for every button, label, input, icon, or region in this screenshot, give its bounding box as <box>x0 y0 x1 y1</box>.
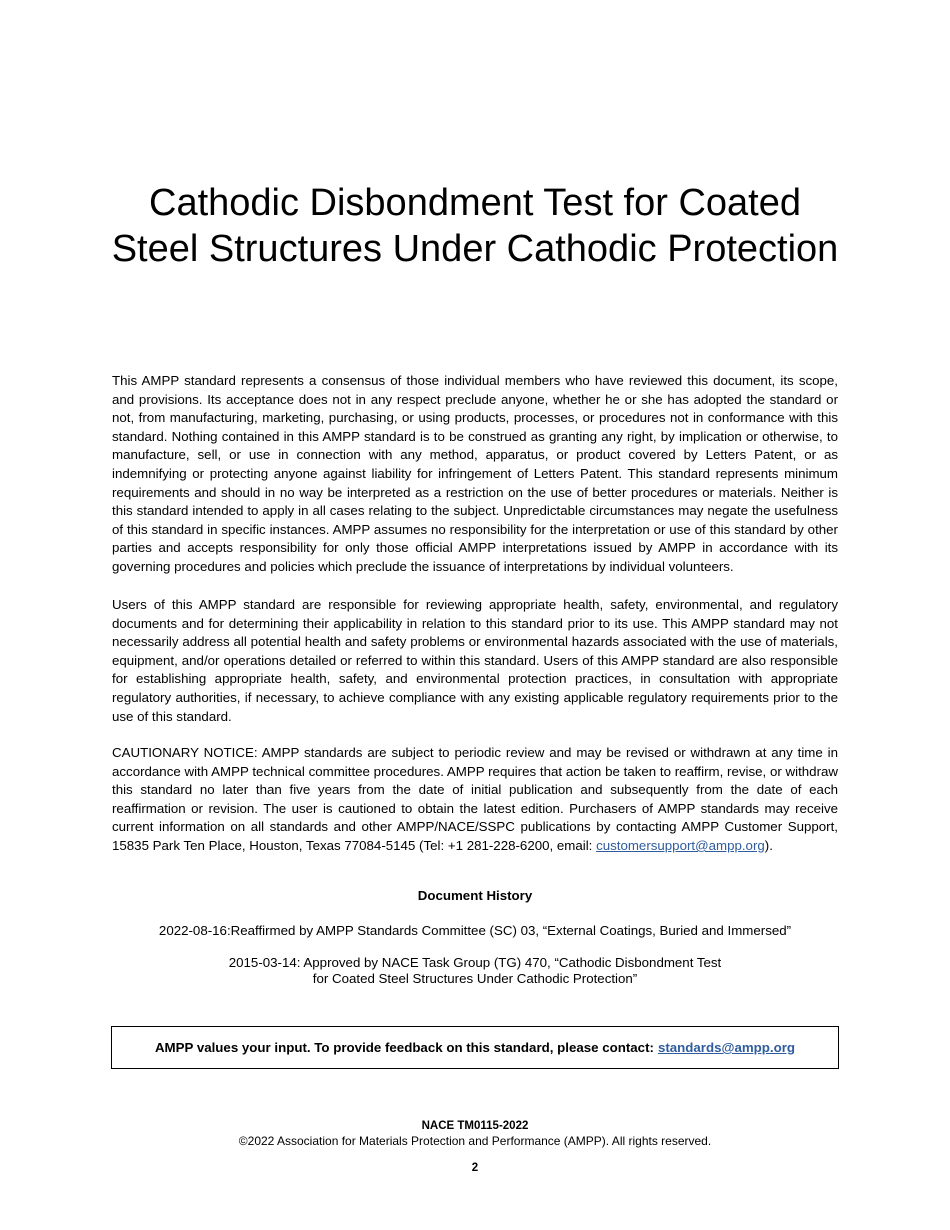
standards-email-link[interactable]: standards@ampp.org <box>657 1040 796 1055</box>
feedback-box <box>111 1026 839 1069</box>
cautionary-notice-paragraph <box>112 744 838 856</box>
title-line-1: Cathodic Disbondment Test for Coated <box>149 182 801 224</box>
document-history-heading: Document History <box>417 888 533 903</box>
footer-document-id: NACE TM0115-2022 <box>421 1120 529 1132</box>
page-number: 2 <box>471 1162 479 1174</box>
cautionary-notice-text: CAUTIONARY NOTICE: AMPP standards are subject to periodic review and may be revised or withdrawn at any time in accordance with AMPP technical committee procedures. AMPP requires that action be taken to reaffirm, revise, or withdraw this standard no later than five years from the date of initial publication and subsequently from the date of each reaffirmation or revision. The user is cautioned to obtain the latest edition. Purchasers of AMPP standards may receive current information on all standards and other AMPP/NACE/SSPC publications by contacting AMPP Customer Support, 15835 Park Ten Place, Houston, Texas 77084-5145 (Tel: +1 281-228-6200, email: <box>112 745 838 853</box>
title-line-2: Steel Structures Under Cathodic Protection <box>111 228 839 270</box>
footer-copyright: ©2022 Association for Materials Protection and Performance (AMPP). All rights reserved. <box>238 1134 712 1148</box>
cautionary-notice-end: ). <box>764 837 773 853</box>
history-entry-approved-line-1: 2015-03-14: Approved by NACE Task Group (TG) 470, “Cathodic Disbondment Test <box>228 955 722 970</box>
customer-support-email-link[interactable]: customersupport@ampp.org <box>596 837 765 853</box>
history-entry-reaffirmed: 2022-08-16:Reaffirmed by AMPP Standards Committee (SC) 03, “External Coatings, Buried and Immersed” <box>158 923 792 938</box>
history-entry-approved-line-2: for Coated Steel Structures Under Cathodic Protection” <box>312 971 638 986</box>
users-responsibility-paragraph: Users of this AMPP standard are responsible for reviewing appropriate health, safety, environmental, and regulatory documents and for determining their applicability in relation to this standard prior to its use. This AMPP standard may not necessarily address all potential health and safety problems or environmental hazards associated with the use of materials, equipment, and/or operations detailed or referred to within this standard. Users of this AMPP standard are also responsible for establishing appropriate health, safety, and environmental protection practices, in consultation with appropriate regulatory authorities, if necessary, to achieve compliance with any existing applicable regulatory requirements prior to the use of this standard. <box>112 597 838 724</box>
feedback-text: AMPP values your input. To provide feedback on this standard, please contact: <box>154 1040 654 1055</box>
document-title <box>0 180 950 272</box>
consensus-paragraph: This AMPP standard represents a consensus of those individual members who have reviewed this document, its scope, and provisions. Its acceptance does not in any respect preclude anyone, whether he or she has adopted the standard or not, from manufacturing, marketing, purchasing, or using products, processes, or procedures not in conformance with this standard. Nothing contained in this AMPP standard is to be construed as granting any right, by implication or otherwise, to manufacture, sell, or use in connection with any method, apparatus, or product covered by Letters Patent, or as indemnifying or protecting anyone against liability for infringement of Letters Patent. This standard represents minimum requirements and should in no way be interpreted as a restriction on the use of better procedures or materials. Neither is this standard intended to apply in all cases relating to the subject. Unpredictable circumstances may negate the usefulness of this standard in specific instances. AMPP assumes no responsibility for the interpretation or use of this standard by other parties and accepts responsibility for only those official AMPP interpretations issued by AMPP in accordance with its governing procedures and policies which preclude the issuance of interpretations by individual volunteers. <box>112 373 838 574</box>
history-entry-approved <box>0 955 950 987</box>
